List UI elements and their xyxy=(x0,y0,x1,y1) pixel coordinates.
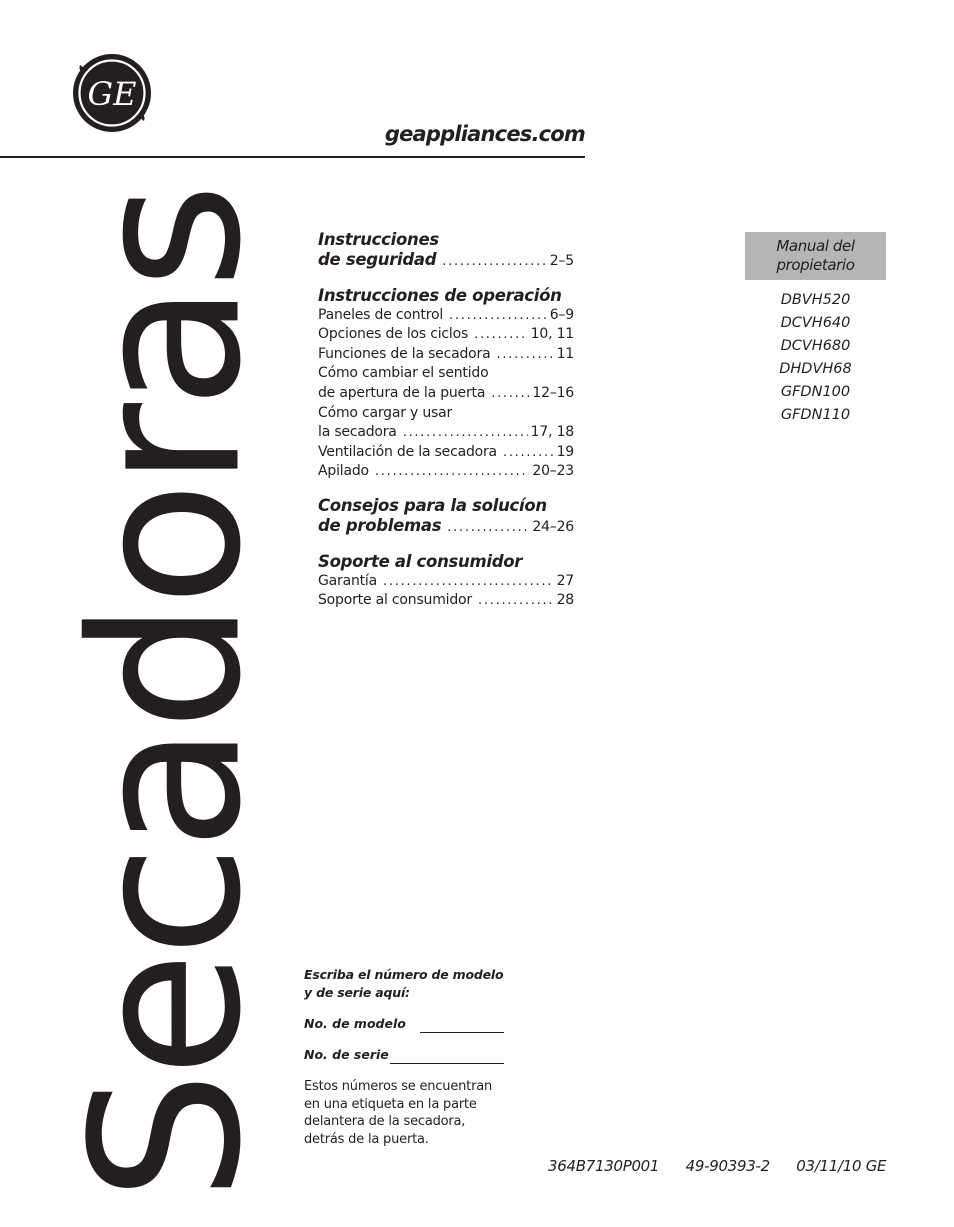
model-number-field[interactable] xyxy=(304,1015,514,1033)
toc-page: 17, 18 xyxy=(530,424,574,441)
toc-label: Paneles de control xyxy=(318,306,444,323)
model-number: DBVH520 xyxy=(780,292,851,308)
toc-label-line1: Cómo cargar y usar xyxy=(318,404,453,421)
toc-page: 6–9 xyxy=(549,306,574,323)
toc-page: 12–16 xyxy=(532,384,574,401)
ge-logo xyxy=(72,53,152,133)
record-intro xyxy=(304,966,514,1002)
date-brand: 03/11/10 GE xyxy=(796,1157,887,1175)
part-number: 364B7130P001 xyxy=(548,1157,660,1175)
record-intro-line: Escriba el número de modelo xyxy=(304,967,504,982)
header-rule xyxy=(0,156,585,158)
toc-entry[interactable] xyxy=(318,384,574,404)
leader-dots xyxy=(383,572,554,592)
model-number: GFDN110 xyxy=(780,407,851,423)
record-intro-line: y de serie aquí: xyxy=(304,985,410,1000)
owners-manual-label xyxy=(745,232,886,280)
toc-operation xyxy=(318,286,574,482)
note-line: Estos números se encuentran xyxy=(304,1079,493,1094)
toc-safety-head-line2: de seguridad xyxy=(318,250,437,269)
document-codes xyxy=(548,1157,886,1175)
leader-dots xyxy=(496,345,553,365)
toc-entry[interactable] xyxy=(318,306,574,326)
svg-text:GE: GE xyxy=(87,75,137,113)
toc-label-line1: Cómo cambiar el sentido xyxy=(318,365,489,382)
toc-label: Garantía xyxy=(318,572,377,589)
toc-entry[interactable] xyxy=(318,462,574,482)
toc-page: 28 xyxy=(556,592,574,609)
serial-blank-line[interactable] xyxy=(390,1048,504,1064)
toc-support-head: Soporte al consumidor xyxy=(318,551,523,571)
website[interactable]: geappliances.com xyxy=(384,122,585,146)
toc-troubleshooting-head-line2: de problemas xyxy=(318,515,442,535)
toc-page: 11 xyxy=(556,345,574,362)
leader-dots xyxy=(491,384,529,404)
leader-dots xyxy=(442,252,547,272)
model-number: DHDVH68 xyxy=(779,361,852,377)
toc-safety xyxy=(318,230,574,272)
toc-entry[interactable] xyxy=(318,325,574,345)
cover-title: Secadoras xyxy=(48,188,287,1202)
toc-entry[interactable] xyxy=(318,250,574,272)
toc-label: Soporte al consumidor xyxy=(318,592,472,609)
toc-page: 10, 11 xyxy=(530,326,574,343)
leader-dots xyxy=(449,306,547,326)
toc-safety-head-line1: Instrucciones xyxy=(318,230,439,249)
model-label: No. de modelo xyxy=(304,1016,406,1031)
toc-entry[interactable] xyxy=(318,516,574,538)
toc-page: 19 xyxy=(556,443,574,460)
model-list xyxy=(745,289,886,427)
toc-page: 2–5 xyxy=(549,253,574,269)
toc-page: 27 xyxy=(556,572,574,589)
toc-entry[interactable] xyxy=(318,591,574,611)
record-numbers xyxy=(304,966,514,1148)
toc-label: Opciones de los ciclos xyxy=(318,326,469,343)
manual-box-line2: propietario xyxy=(776,256,855,274)
toc-label: de apertura de la puerta xyxy=(318,384,486,401)
toc-label: la secadora xyxy=(318,424,397,441)
model-number: GFDN100 xyxy=(780,384,851,400)
leader-dots xyxy=(375,462,529,482)
leader-dots xyxy=(403,423,528,443)
toc-troubleshooting xyxy=(318,496,574,538)
leader-dots xyxy=(503,443,554,463)
doc-number: 49-90393-2 xyxy=(685,1157,770,1175)
toc-entry[interactable] xyxy=(318,572,574,592)
toc-entry[interactable] xyxy=(318,345,574,365)
record-note xyxy=(304,1078,514,1148)
toc-entry[interactable] xyxy=(318,443,574,463)
toc-label: Ventilación de la secadora xyxy=(318,443,497,460)
toc-troubleshooting-head-line1: Consejos para la solucíon xyxy=(318,495,547,515)
manual-box-line1: Manual del xyxy=(776,237,855,255)
model-number: DCVH680 xyxy=(780,338,851,354)
leader-dots xyxy=(474,325,528,345)
serial-label: No. de serie xyxy=(304,1047,389,1062)
table-of-contents xyxy=(318,230,574,625)
toc-page: 20–23 xyxy=(532,463,574,480)
note-line: detrás de la puerta. xyxy=(304,1131,429,1147)
model-blank-line[interactable] xyxy=(420,1017,504,1033)
note-line: en una etiqueta en la parte xyxy=(304,1096,477,1112)
model-number: DCVH640 xyxy=(780,315,851,331)
toc-label: Funciones de la secadora xyxy=(318,345,491,362)
toc-support xyxy=(318,552,574,611)
note-line: delantera de la secadora, xyxy=(304,1114,466,1129)
leader-dots xyxy=(447,518,529,538)
toc-operation-head: Instrucciones de operación xyxy=(318,285,562,305)
serial-number-field[interactable] xyxy=(304,1046,514,1064)
toc-entry[interactable] xyxy=(318,423,574,443)
toc-page: 24–26 xyxy=(532,518,574,535)
leader-dots xyxy=(478,591,554,611)
toc-label: Apilado xyxy=(318,463,369,480)
